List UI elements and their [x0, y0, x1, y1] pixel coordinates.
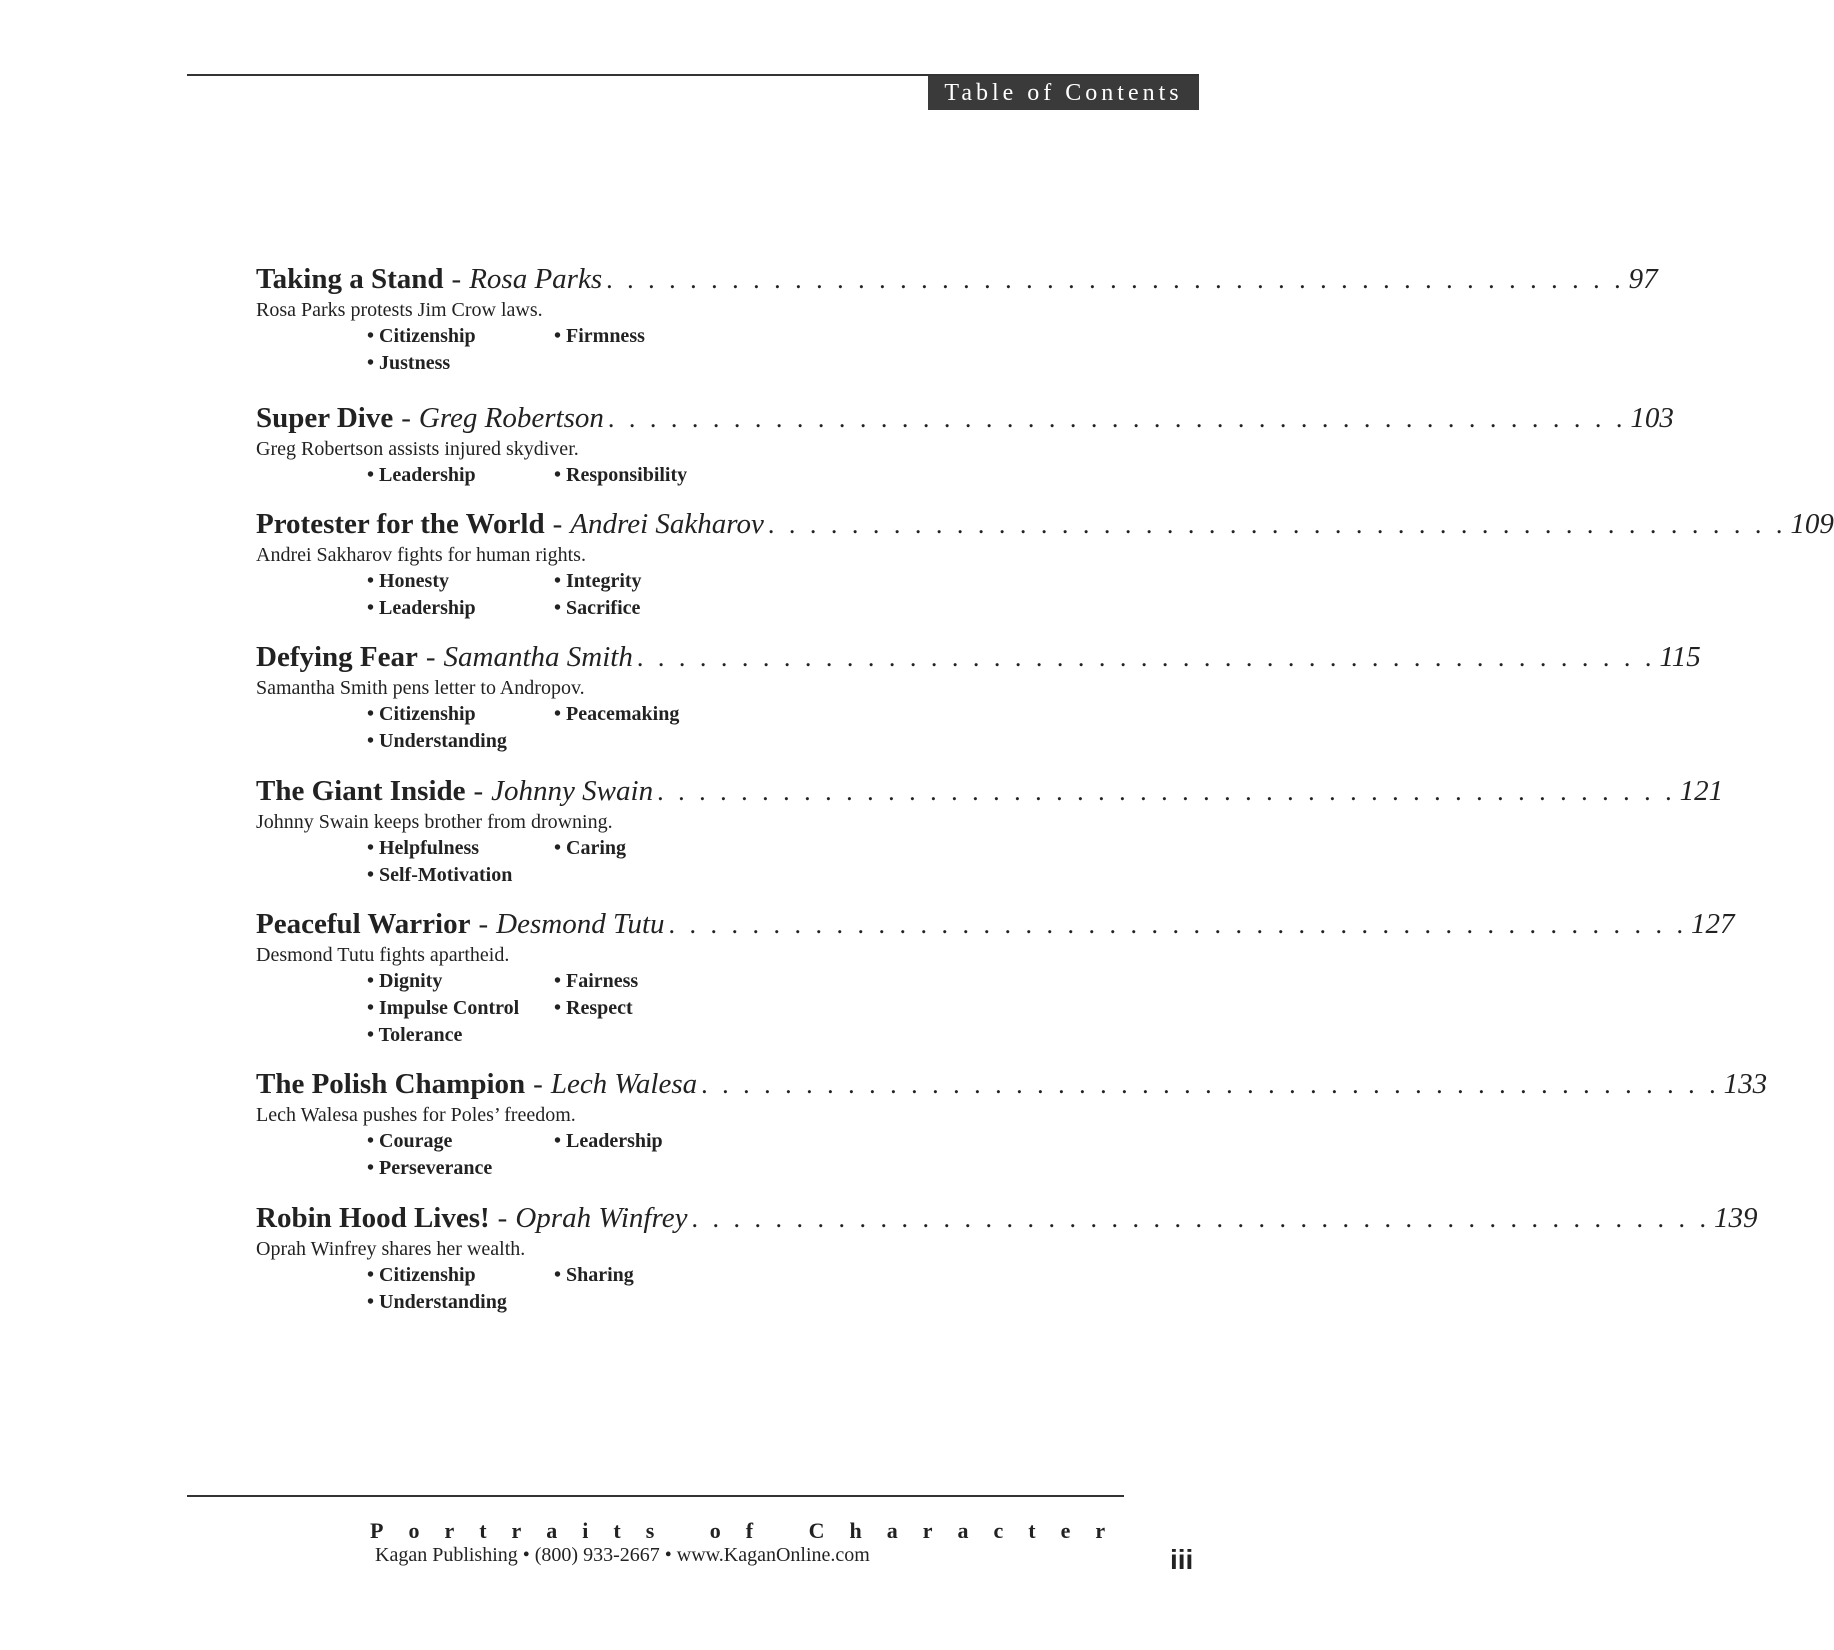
- trait-item: • Caring: [554, 837, 627, 859]
- page-number: 121: [1679, 775, 1724, 807]
- person-name: Oprah Winfrey: [515, 1202, 688, 1234]
- story-title: Defying Fear: [256, 641, 418, 673]
- entry-summary: Samantha Smith pens letter to Andropov.: [256, 677, 585, 699]
- trait-list: [367, 968, 1009, 1049]
- page-number: 133: [1723, 1068, 1768, 1100]
- person-name: Samantha Smith: [443, 641, 633, 673]
- trait-list: [367, 462, 1009, 489]
- toc-entry: [256, 907, 1735, 1067]
- trait-list: [367, 1262, 1009, 1316]
- toc-entry: [256, 1067, 1768, 1201]
- dot-leader: . . . . . . . . . . . . . . . . . . . . . . . . . . . . . . . . . . . . . . . . . . . . . . . . .: [767, 510, 1787, 539]
- trait-item: • Understanding: [367, 1291, 507, 1313]
- story-title: Super Dive: [256, 402, 394, 434]
- story-title: Peaceful Warrior: [256, 908, 471, 940]
- section-tab: [928, 76, 1199, 110]
- title-separator: -: [401, 402, 411, 434]
- entry-title-line: [256, 907, 1735, 942]
- entry-summary: Rosa Parks protests Jim Crow laws.: [256, 299, 543, 321]
- entry-title-line: [256, 1201, 1758, 1236]
- entry-title-line: [256, 262, 1658, 297]
- person-name: Johnny Swain: [491, 775, 654, 807]
- entry-summary: Johnny Swain keeps brother from drowning.: [256, 811, 613, 833]
- page-number: 139: [1713, 1202, 1758, 1234]
- dot-leader: . . . . . . . . . . . . . . . . . . . . . . . . . . . . . . . . . . . . . . . . . . . . . . . . .: [691, 1204, 1710, 1233]
- dot-leader: . . . . . . . . . . . . . . . . . . . . . . . . . . . . . . . . . . . . . . . . . . . . . . . . .: [606, 265, 1625, 294]
- dot-leader: . . . . . . . . . . . . . . . . . . . . . . . . . . . . . . . . . . . . . . . . . . . . . . . . .: [607, 404, 1627, 433]
- title-separator: -: [533, 1068, 543, 1100]
- trait-item: • Impulse Control: [367, 997, 520, 1019]
- trait-item: • Justness: [367, 352, 451, 374]
- toc-entry: [256, 1201, 1758, 1313]
- trait-list: [367, 323, 1009, 377]
- story-title: Taking a Stand: [256, 263, 444, 295]
- title-separator: -: [497, 1202, 508, 1234]
- dot-leader: . . . . . . . . . . . . . . . . . . . . . . . . . . . . . . . . . . . . . . . . . . . . . . . . .: [636, 643, 1656, 672]
- dot-leader: . . . . . . . . . . . . . . . . . . . . . . . . . . . . . . . . . . . . . . . . . . . . . . . . .: [701, 1070, 1720, 1099]
- page-number: 115: [1659, 641, 1701, 673]
- section-label: Table of Contents: [944, 79, 1183, 106]
- title-separator: -: [451, 263, 462, 295]
- toc-entry: [256, 640, 1701, 774]
- toc-entry: [256, 262, 1658, 401]
- trait-item: • Understanding: [367, 730, 507, 752]
- trait-item: • Citizenship: [367, 703, 476, 725]
- trait-item: • Leadership: [367, 597, 476, 619]
- person-name: Lech Walesa: [550, 1068, 698, 1100]
- trait-list: [367, 1128, 1009, 1182]
- entry-summary: Desmond Tutu fights apartheid.: [256, 944, 510, 966]
- page-number: 97: [1628, 263, 1658, 295]
- folio-page-number: iii: [1170, 1544, 1194, 1575]
- story-title: Robin Hood Lives!: [256, 1202, 490, 1234]
- trait-item: • Courage: [367, 1130, 453, 1152]
- person-name: Greg Robertson: [418, 402, 604, 434]
- person-name: Andrei Sakharov: [570, 508, 764, 540]
- person-name: Rosa Parks: [469, 263, 603, 295]
- story-title: Protester for the World: [256, 508, 545, 540]
- trait-list: [367, 835, 1009, 889]
- trait-list: [367, 568, 1009, 622]
- trait-item: • Tolerance: [367, 1024, 463, 1046]
- trait-item: • Responsibility: [554, 464, 688, 486]
- entry-title-line: [256, 401, 1674, 436]
- footer-contact: Kagan Publishing • (800) 933-2667 • www.KaganOnline.com: [375, 1544, 870, 1566]
- trait-item: • Firmness: [554, 325, 645, 347]
- trait-item: • Dignity: [367, 970, 443, 992]
- trait-item: • Perseverance: [367, 1157, 493, 1179]
- entry-summary: Greg Robertson assists injured skydiver.: [256, 438, 579, 460]
- trait-item: • Peacemaking: [554, 703, 680, 725]
- trait-item: • Self-Motivation: [367, 864, 513, 886]
- toc-entry: [256, 774, 1724, 907]
- entry-title-line: [256, 774, 1724, 809]
- story-title: The Giant Inside: [256, 775, 466, 807]
- dot-leader: . . . . . . . . . . . . . . . . . . . . . . . . . . . . . . . . . . . . . . . . . . . . . . . . .: [668, 910, 1688, 939]
- trait-item: • Helpfulness: [367, 837, 480, 859]
- trait-item: • Honesty: [367, 570, 450, 592]
- page-number: 103: [1630, 402, 1674, 434]
- entry-summary: Oprah Winfrey shares her wealth.: [256, 1238, 526, 1260]
- trait-item: • Leadership: [367, 464, 476, 486]
- title-separator: -: [478, 908, 489, 940]
- entry-summary: Andrei Sakharov fights for human rights.: [256, 544, 586, 566]
- trait-item: • Sacrifice: [554, 597, 641, 619]
- footer-rule: [187, 1495, 1124, 1497]
- trait-item: • Respect: [554, 997, 633, 1019]
- person-name: Desmond Tutu: [496, 908, 665, 940]
- footer-series-title: Portraits of Character: [370, 1518, 1131, 1543]
- table-of-contents: [256, 262, 1834, 1313]
- trait-item: • Sharing: [554, 1264, 634, 1286]
- entry-title-line: [256, 640, 1701, 675]
- trait-item: • Citizenship: [367, 325, 476, 347]
- dot-leader: . . . . . . . . . . . . . . . . . . . . . . . . . . . . . . . . . . . . . . . . . . . . . . . . .: [657, 777, 1676, 806]
- trait-item: • Leadership: [554, 1130, 663, 1152]
- trait-item: • Integrity: [554, 570, 642, 592]
- trait-item: • Fairness: [554, 970, 639, 992]
- toc-entry: [256, 507, 1834, 640]
- title-separator: -: [425, 641, 436, 673]
- story-title: The Polish Champion: [256, 1068, 526, 1100]
- page-number: 127: [1691, 908, 1735, 940]
- trait-list: [367, 701, 1009, 755]
- trait-item: • Citizenship: [367, 1264, 476, 1286]
- title-separator: -: [473, 775, 484, 807]
- title-separator: -: [552, 508, 563, 540]
- entry-title-line: [256, 507, 1834, 542]
- entry-title-line: [256, 1067, 1768, 1102]
- entry-summary: Lech Walesa pushes for Poles’ freedom.: [256, 1104, 576, 1126]
- page-number: 109: [1790, 508, 1834, 540]
- toc-entry: [256, 401, 1674, 507]
